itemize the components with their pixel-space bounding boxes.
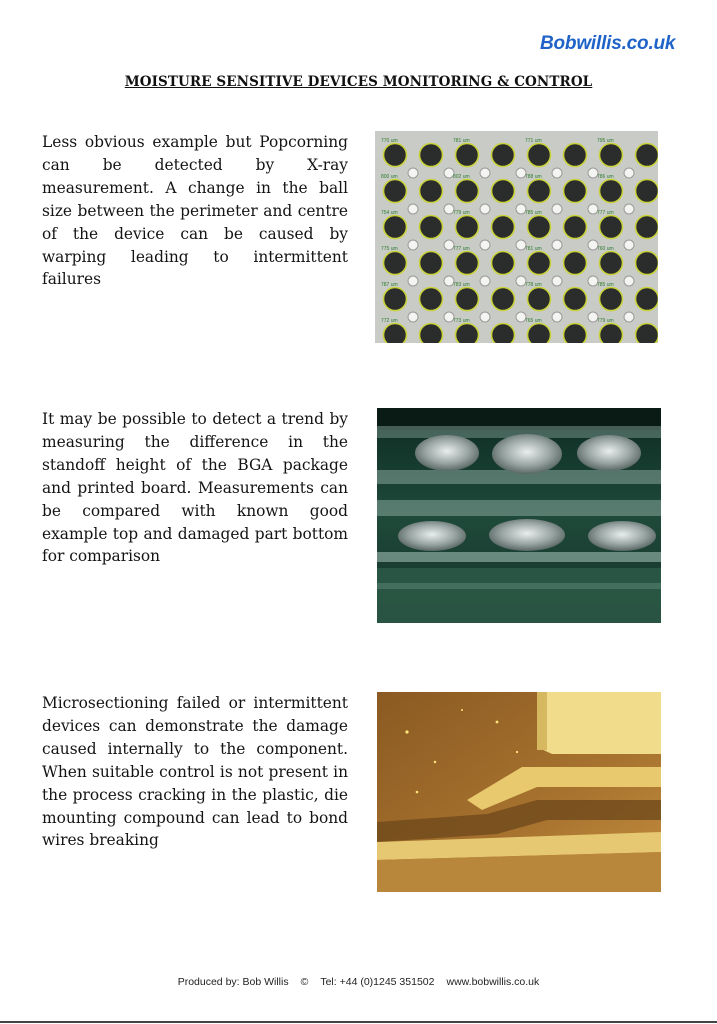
xray-solder-ball <box>564 252 587 275</box>
xray-solder-ball <box>384 216 407 239</box>
xray-solder-ball <box>528 288 551 311</box>
xray-via <box>480 276 490 286</box>
xray-solder-ball <box>636 252 659 275</box>
xray-via <box>624 240 634 250</box>
standoff-height-graphic <box>377 408 661 623</box>
xray-via <box>552 168 562 178</box>
xray-solder-ball <box>564 288 587 311</box>
xray-measure-label: 775 um <box>381 246 398 252</box>
xray-solder-ball <box>564 180 587 203</box>
xray-solder-ball <box>492 216 515 239</box>
xray-solder-ball <box>384 144 407 167</box>
xray-solder-ball <box>492 180 515 203</box>
xray-via <box>624 204 634 214</box>
xray-via <box>552 312 562 322</box>
xray-measure-label: 787 um <box>381 282 398 288</box>
xray-solder-ball <box>528 252 551 275</box>
footer-produced-by: Produced by: Bob Willis <box>177 976 289 988</box>
microsection-image <box>377 692 661 892</box>
footer-copyright: © <box>300 976 309 988</box>
xray-solder-ball <box>492 144 515 167</box>
xray-solder-ball <box>600 144 623 167</box>
footer-tel: Tel: +44 (0)1245 351502 <box>320 976 435 988</box>
xray-measure-label: 781 um <box>453 138 470 144</box>
xray-via <box>624 276 634 286</box>
xray-via <box>408 240 418 250</box>
xray-solder-ball <box>420 180 443 203</box>
xray-solder-ball <box>492 288 515 311</box>
xray-solder-ball <box>456 144 479 167</box>
xray-solder-ball <box>492 252 515 275</box>
xray-measure-label: 802 um <box>453 174 470 180</box>
xray-solder-ball <box>420 252 443 275</box>
xray-solder-ball <box>384 180 407 203</box>
footer-rule <box>0 1021 717 1023</box>
xray-via <box>552 276 562 286</box>
xray-measure-label: 795 um <box>597 138 614 144</box>
xray-solder-ball <box>564 144 587 167</box>
xray-solder-ball <box>528 324 551 344</box>
section-3-text <box>42 692 348 852</box>
xray-measure-label: 771 um <box>525 138 542 144</box>
xray-via <box>552 204 562 214</box>
xray-ball-image <box>375 131 658 343</box>
xray-via <box>624 312 634 322</box>
section-2-text <box>42 408 348 568</box>
xray-solder-ball <box>636 180 659 203</box>
section-3-paragraph: Microsectioning failed or intermittent devices can demonstrate the damage caused internally to the component. When suitable control is not present in the process cracking in the plastic, die mounting compound can lead to bond wires breaking <box>42 694 348 850</box>
section-2-paragraph: It may be possible to detect a trend by measuring the difference in the standoff height of the BGA package and printed board. Measurements can be compared with known good example top and damaged part bottom for comparison <box>42 410 348 566</box>
xray-measure-label: 788 um <box>525 174 542 180</box>
xray-via <box>480 204 490 214</box>
xray-via <box>408 204 418 214</box>
xray-solder-ball <box>600 252 623 275</box>
xray-solder-ball <box>384 324 407 344</box>
xray-measure-label: 765 um <box>525 318 542 324</box>
xray-measure-label: 760 um <box>597 246 614 252</box>
xray-solder-ball <box>600 216 623 239</box>
xray-via <box>624 168 634 178</box>
xray-via <box>408 276 418 286</box>
xray-measure-label: 778 um <box>525 282 542 288</box>
standoff-height-image <box>377 408 661 623</box>
xray-solder-ball <box>456 324 479 344</box>
footer-website: www.bobwillis.co.uk <box>446 976 540 988</box>
xray-measure-label: 754 um <box>381 210 398 216</box>
xray-measure-label: 779 um <box>453 210 470 216</box>
xray-solder-ball <box>636 324 659 344</box>
xray-solder-ball <box>528 180 551 203</box>
xray-via <box>480 240 490 250</box>
xray-solder-ball <box>636 216 659 239</box>
xray-via <box>552 240 562 250</box>
xray-solder-ball <box>564 324 587 344</box>
xray-solder-ball <box>456 216 479 239</box>
xray-solder-ball <box>456 180 479 203</box>
xray-solder-ball <box>600 180 623 203</box>
xray-solder-ball <box>492 324 515 344</box>
xray-solder-ball <box>456 252 479 275</box>
microsection-graphic <box>377 692 661 892</box>
xray-via <box>480 168 490 178</box>
xray-measure-label: 777 um <box>597 210 614 216</box>
xray-measure-label: 800 um <box>381 174 398 180</box>
xray-solder-ball <box>420 324 443 344</box>
xray-measure-label: 785 um <box>597 282 614 288</box>
xray-ball-graphic <box>375 131 658 343</box>
xray-solder-ball <box>528 216 551 239</box>
page-footer <box>0 976 717 988</box>
page-title: MOISTURE SENSITIVE DEVICES MONITORING & CONTROL <box>124 74 593 90</box>
xray-solder-ball <box>420 144 443 167</box>
xray-measure-label: 785 um <box>525 210 542 216</box>
xray-solder-ball <box>384 288 407 311</box>
xray-solder-ball <box>420 216 443 239</box>
xray-measure-label: 772 um <box>381 318 398 324</box>
section-1-text <box>42 131 348 291</box>
xray-measure-label: 786 um <box>597 174 614 180</box>
xray-measure-label: 770 um <box>381 138 398 144</box>
xray-solder-ball <box>456 288 479 311</box>
xray-via <box>408 312 418 322</box>
xray-measure-label: 783 um <box>453 282 470 288</box>
xray-via <box>408 168 418 178</box>
xray-solder-ball <box>600 324 623 344</box>
xray-solder-ball <box>564 216 587 239</box>
xray-solder-ball <box>420 288 443 311</box>
xray-via <box>480 312 490 322</box>
xray-solder-ball <box>636 288 659 311</box>
xray-solder-ball <box>528 144 551 167</box>
xray-solder-ball <box>384 252 407 275</box>
xray-measure-label: 779 um <box>597 318 614 324</box>
xray-measure-label: 777 um <box>453 246 470 252</box>
xray-solder-ball <box>636 144 659 167</box>
brand-logo: Bobwillis.co.uk <box>540 33 676 54</box>
section-1-paragraph: Less obvious example but Popcorning can be detected by X-ray measurement. A change in the ball size between the perimeter and centre of the device can be caused by warping leading to intermittent failures <box>42 133 348 289</box>
xray-measure-label: 773 um <box>453 318 470 324</box>
xray-solder-ball <box>600 288 623 311</box>
xray-measure-label: 781 um <box>525 246 542 252</box>
